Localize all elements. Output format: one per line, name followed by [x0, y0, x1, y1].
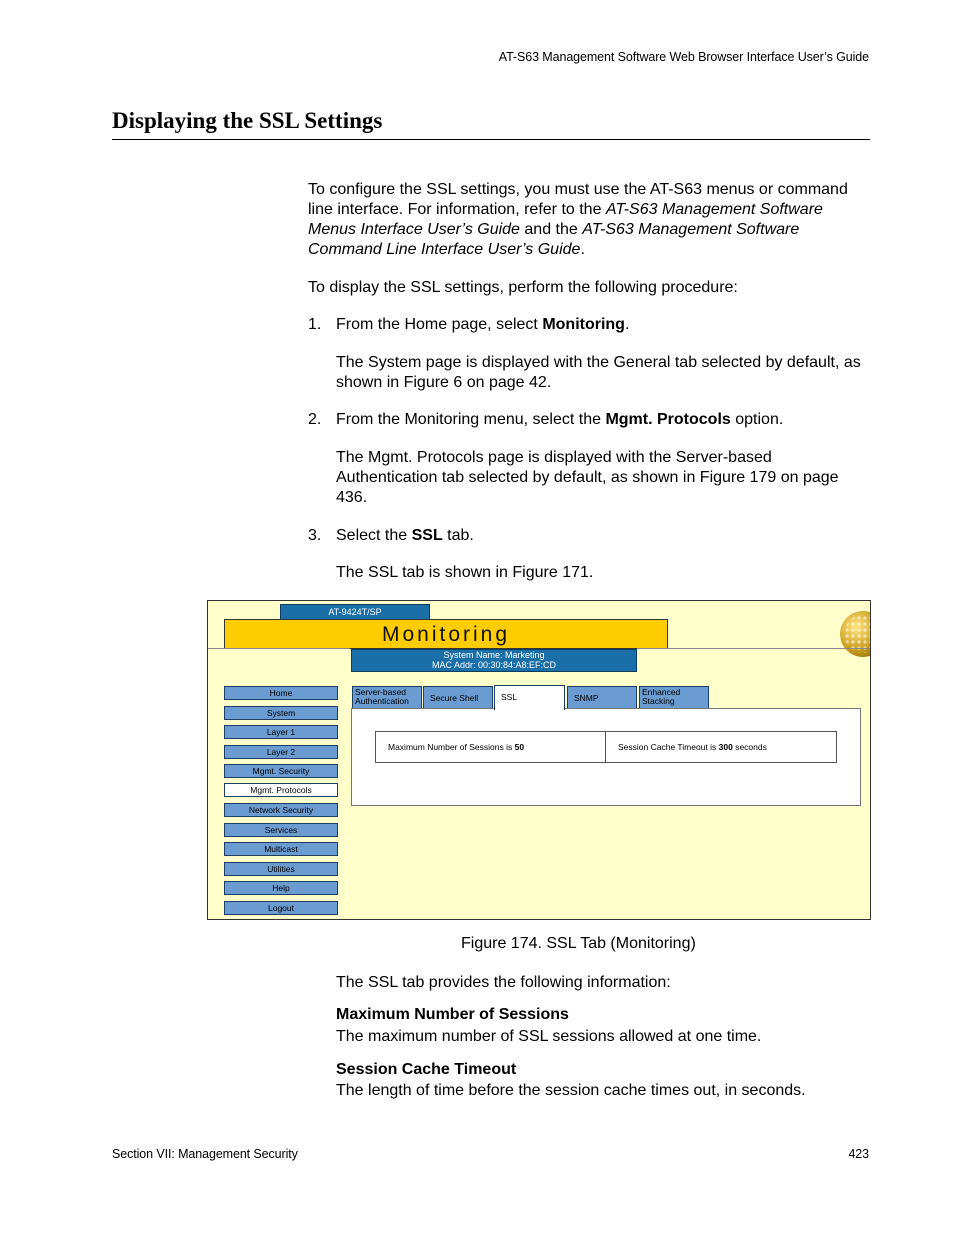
- nav-help-button[interactable]: Help: [224, 881, 338, 895]
- step-number: 2.: [308, 411, 322, 428]
- header-divider: [637, 648, 870, 649]
- nav-network-security-button[interactable]: Network Security: [224, 803, 338, 817]
- step-note: The Mgmt. Protocols page is displayed with the Server-based Authentication tab selected by default, as shown in Figure 179 on page 436.: [336, 449, 839, 506]
- tab-server-based-authentication[interactable]: Server-based Authentication: [352, 686, 422, 708]
- nav-mgmt-protocols-button[interactable]: Mgmt. Protocols: [224, 783, 338, 797]
- step-note: The SSL tab is shown in Figure 171.: [336, 564, 594, 581]
- header-divider: [208, 648, 350, 649]
- step-note: The System page is displayed with the General tab selected by default, as shown in Figure 6 on page 42.: [336, 354, 861, 391]
- title-rule: [112, 139, 870, 140]
- menus-guide-reference: AT-S63 Management Software Menus Interface User’s Guide: [308, 201, 823, 238]
- tab-ssl[interactable]: SSL: [494, 685, 565, 710]
- system-info-bar: [351, 649, 637, 672]
- tab-snmp[interactable]: SNMP: [567, 686, 637, 708]
- step-text: From the Monitoring menu, select the Mgmt. Protocols option.: [336, 411, 784, 428]
- nav-utilities-button[interactable]: Utilities: [224, 862, 338, 876]
- nav-logout-button[interactable]: Logout: [224, 901, 338, 915]
- page-number: 423: [848, 1147, 869, 1161]
- definition-desc: The maximum number of SSL sessions allowed at one time.: [336, 1028, 762, 1045]
- ssl-info-box: [375, 731, 837, 763]
- nav-services-button[interactable]: Services: [224, 823, 338, 837]
- after-figure-text: The SSL tab provides the following information:: [336, 974, 671, 991]
- step-number: 3.: [308, 527, 322, 544]
- running-head: AT-S63 Management Software Web Browser Interface User’s Guide: [498, 50, 869, 64]
- nav-layer2-button[interactable]: Layer 2: [224, 745, 338, 759]
- section-title: Displaying the SSL Settings: [112, 108, 383, 133]
- nav-system-button[interactable]: System: [224, 706, 338, 720]
- tab-enhanced-stacking[interactable]: Enhanced Stacking: [639, 686, 709, 708]
- nav-layer1-button[interactable]: Layer 1: [224, 725, 338, 739]
- intro-paragraph: To configure the SSL settings, you must use the AT-S63 menus or command line interface. For information, refer to the AT-S63 Management Software Menus Interface User’s Guide and the AT-S63 Management Software Command Line Interface User’s Guide.: [308, 181, 848, 258]
- definition-term: Session Cache Timeout: [336, 1061, 517, 1078]
- figure-caption: Figure 174. SSL Tab (Monitoring): [461, 935, 696, 952]
- definition-term: Maximum Number of Sessions: [336, 1006, 569, 1023]
- monitoring-banner: Monitoring: [224, 619, 668, 649]
- step-number: 1.: [308, 316, 322, 333]
- nav-multicast-button[interactable]: Multicast: [224, 842, 338, 856]
- procedure-intro: To display the SSL settings, perform the following procedure:: [308, 279, 738, 296]
- device-name-bar: AT-9424T/SP: [280, 604, 430, 620]
- nav-home-button[interactable]: Home: [224, 686, 338, 700]
- cli-guide-reference: AT-S63 Management Software Command Line Interface User’s Guide: [308, 221, 800, 258]
- tab-secure-shell[interactable]: Secure Shell: [423, 686, 493, 708]
- step-text: Select the SSL tab.: [336, 527, 474, 544]
- system-name: System Name: Marketing: [443, 650, 545, 660]
- footer-section: Section VII: Management Security: [112, 1147, 298, 1161]
- mac-address: MAC Addr: 00:30:84:A8:EF:CD: [431, 660, 557, 670]
- nav-mgmt-security-button[interactable]: Mgmt. Security: [224, 764, 338, 778]
- ssl-tab-figure: [207, 600, 871, 920]
- cache-timeout-cell: Session Cache Timeout is 300 seconds: [618, 742, 767, 752]
- definition-desc: The length of time before the session cache times out, in seconds.: [336, 1082, 806, 1099]
- max-sessions-cell: Maximum Number of Sessions is 50: [376, 732, 606, 762]
- step-text: From the Home page, select Monitoring.: [336, 316, 630, 333]
